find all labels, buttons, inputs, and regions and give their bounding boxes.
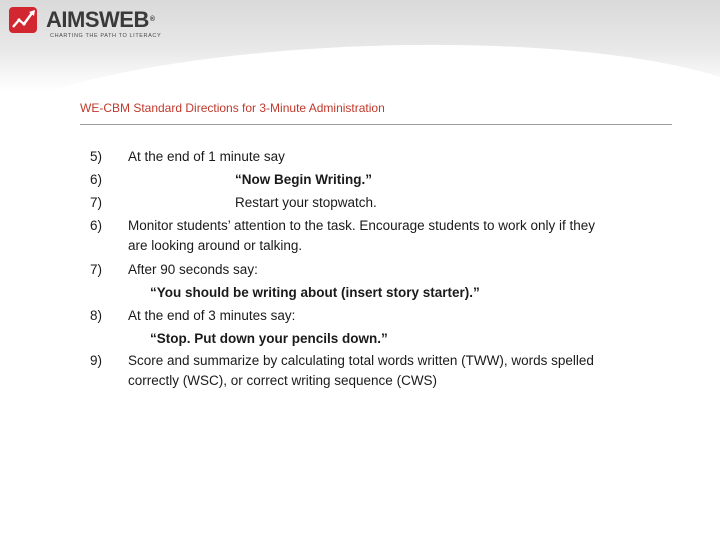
step-number: 8) (90, 308, 103, 323)
step-number: 9) (90, 353, 103, 368)
logo-wordmark (46, 9, 155, 31)
step-quote: “You should be writing about (insert story starter).” (150, 285, 480, 300)
logo-trademark: ® (149, 16, 155, 23)
step-text-continued: are looking around or talking. (128, 238, 303, 253)
step-text: Restart your stopwatch. (235, 195, 377, 210)
step-text: After 90 seconds say: (128, 262, 258, 277)
step-text: At the end of 3 minutes say: (128, 308, 296, 323)
step-quote: “Stop. Put down your pencils down.” (150, 331, 388, 346)
step-number: 6) (90, 172, 103, 187)
logo-wordmark-text: AIMSWEB (46, 7, 149, 32)
step-quote: “Now Begin Writing.” (235, 172, 372, 187)
step-number: 7) (90, 262, 103, 277)
step-text-continued: correctly (WSC), or correct writing sequence (CWS) (128, 373, 438, 388)
title-divider (80, 124, 672, 125)
page-title: WE-CBM Standard Directions for 3-Minute Administration (80, 101, 385, 115)
logo-chart-icon (8, 6, 44, 36)
step-text: At the end of 1 minute say (128, 149, 285, 164)
step-text: Monitor students’ attention to the task. Encourage students to work only if they (128, 218, 596, 233)
step-number: 5) (90, 149, 103, 164)
aimsweb-logo (8, 6, 178, 42)
step-text: Score and summarize by calculating total words written (TWW), words spelled (128, 353, 594, 368)
step-number: 6) (90, 218, 103, 233)
logo-tagline: CHARTING THE PATH TO LITERACY (50, 33, 162, 39)
step-number: 7) (90, 195, 103, 210)
